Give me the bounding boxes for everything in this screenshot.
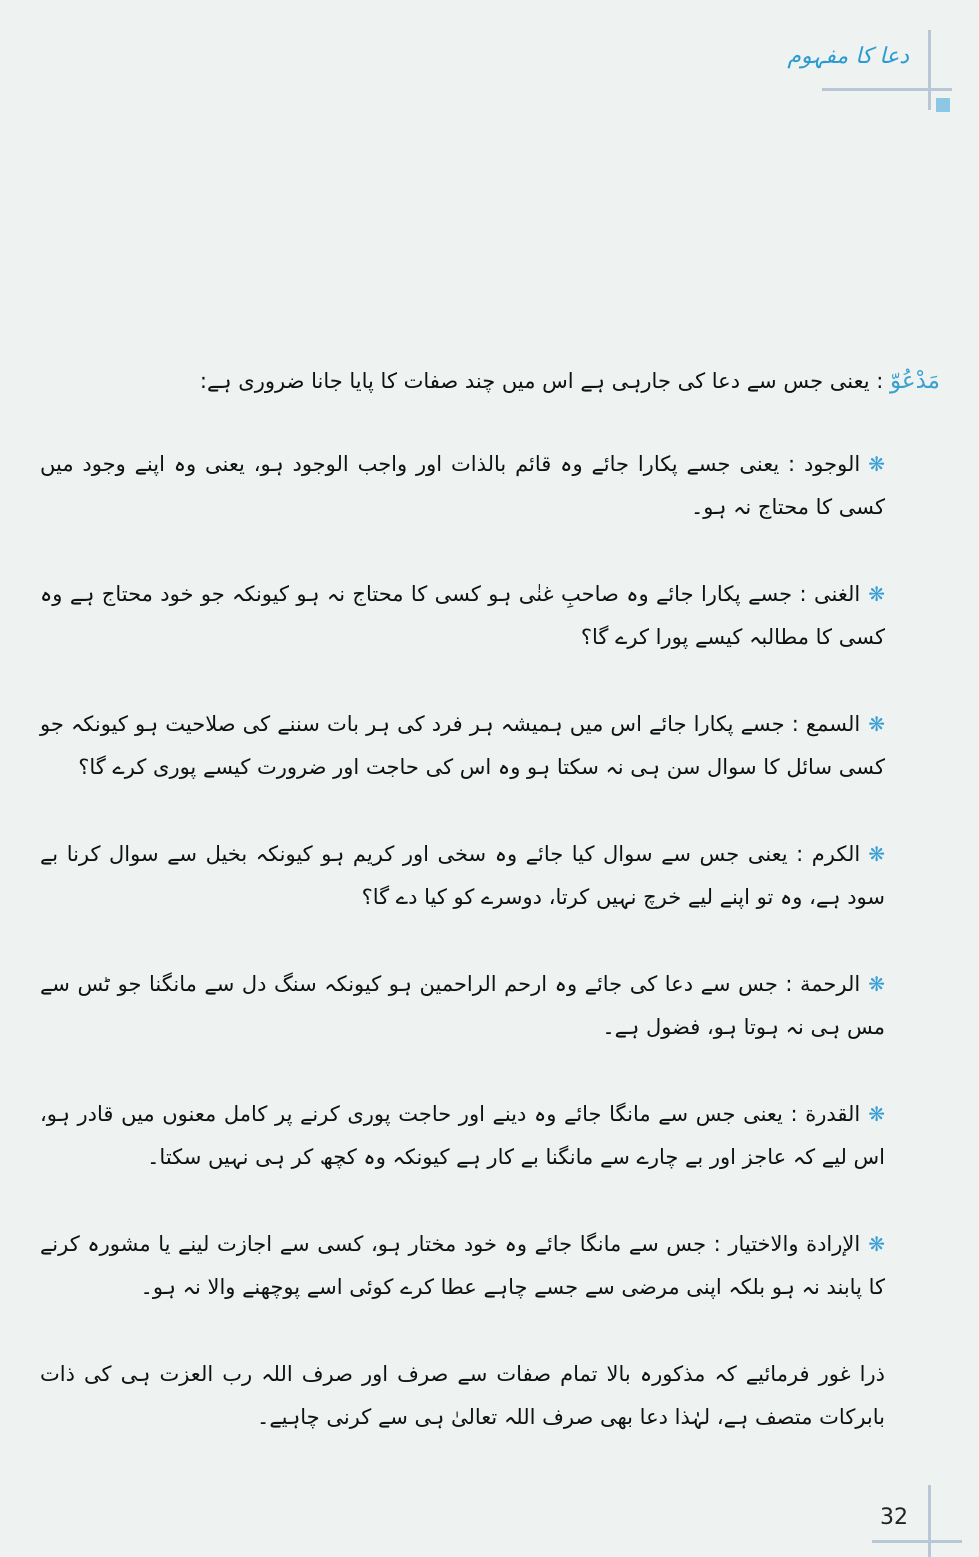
item-text: یعنی جسے پکارا جائے وہ قائم بالذات اور واجب الوجود ہو، یعنی وہ اپنے وجود [82,452,780,476]
footer-rule-horizontal [872,1540,962,1543]
list-item: ❋القدرة : یعنی جس سے مانگا جائے وہ دینے اور حاجت پوری کرنے پر کامل معنوں میں قادر ہو، اس لیے کہ عاجز اور بے چارے سے مانگنا بے کار ہے کیونکہ وہ کچھ کر ہی نہیں سکتا۔ [40,1102,885,1169]
item-term: الإرادة والاختیار [728,1232,861,1256]
item-continuation: قادر ہو، اس لیے کہ عاجز اور بے چارے سے مانگنا بے کار ہے کیونکہ وہ کچھ کر ہی نہیں سکتا۔ [40,1102,885,1169]
item-text: جس سے مانگا جائے وہ خود مختار ہو، کسی سے اجازت لینے یا مشورہ [87,1232,707,1256]
item-term: القدرة [805,1102,861,1126]
item-continuation: کرنے کا پابند نہ ہو بلکہ اپنی مرضی سے جسے چاہے عطا کرے کوئی اسے پوچھنے والا نہ ہو۔ [40,1232,885,1299]
item-continuation: کا مطالبہ کیسے پورا کرے گا؟ [580,625,833,649]
page-body [40,360,940,1439]
conclusion-line-2: بابرکات متصف ہے، لہٰذا دعا بھی صرف اللہ تعالیٰ ہی سے کرنی چاہیے۔ [257,1405,885,1429]
page-number: 32 [880,1505,908,1530]
item-text: یعنی جس سے سوال کیا جائے وہ سخی اور کریم ہو کیونکہ بخیل سے سوال کرنا بے سود [40,842,885,909]
footer-rule-vertical [928,1485,931,1557]
item-term: الوجود [803,452,861,476]
item-text: یعنی جس سے مانگا جائے وہ دینے اور حاجت پوری کرنے پر کامل معنوں میں [121,1102,783,1126]
conclusion-line-1: ذرا غور فرمائیے کہ مذکورہ بالا تمام صفات سے صرف اور صرف اللہ رب العزت ہی کی ذات [40,1362,885,1386]
conclusion-paragraph [40,1353,885,1439]
flower-star-icon: ❋ [868,582,885,606]
item-continuation: مس ہی نہ ہوتا ہو، فضول ہے۔ [602,1015,885,1039]
list-item: ❋الکرم : یعنی جس سے سوال کیا جائے وہ سخی اور کریم ہو کیونکہ بخیل سے سوال کرنا بے سود ہے، وہ تو اپنے لیے خرچ نہیں کرتا، دوسرے کو کیا دے گا؟ [40,842,885,909]
list-item: ❋الوجود : یعنی جسے پکارا جائے وہ قائم بالذات اور واجب الوجود ہو، یعنی وہ اپنے وجود میں کسی کا محتاج نہ ہو۔ [40,452,885,519]
flower-star-icon: ❋ [868,1102,885,1126]
list-item: ❋الرحمة : جس سے دعا کی جائے وہ ارحم الراحمین ہو کیونکہ سنگ دل سے مانگنا جو ٹس سے مس ہی نہ ہوتا ہو، فضول ہے۔ [40,972,885,1039]
item-continuation: ہے، وہ تو اپنے لیے خرچ نہیں کرتا، دوسرے کو کیا دے گا؟ [361,885,841,909]
flower-star-icon: ❋ [868,1232,885,1256]
item-text: جسے پکارا جائے وہ صاحبِ غنٰی ہو کسی کا محتاج نہ ہو کیونکہ جو خود محتاج ہے وہ کسی [40,582,885,649]
intro-line: مَدْعُوّ : یعنی جس سے دعا کی جارہی ہے اس میں چند صفات کا پایا جانا ضروری ہے: [199,368,940,394]
item-term: السمع [805,712,861,736]
flower-star-icon: ❋ [868,972,885,996]
list-item: ❋الإرادة والاختیار : جس سے مانگا جائے وہ خود مختار ہو، کسی سے اجازت لینے یا مشورہ کرنے کا پابند نہ ہو بلکہ اپنی مرضی سے جسے چاہے عطا کرے کوئی اسے پوچھنے والا نہ ہو۔ [40,1232,885,1299]
flower-star-icon: ❋ [868,452,885,476]
header-square-ornament [936,98,950,112]
item-term: الرحمة [800,972,861,996]
list-item: ❋السمع : جسے پکارا جائے اس میں ہمیشہ ہر فرد کی ہر بات سننے کی صلاحیت ہو کیونکہ جو کسی سائل کا سوال سن ہی نہ سکتا ہو وہ اس کی حاجت اور ضرورت کیسے پوری کرے گا؟ [40,712,885,779]
item-text: جس سے دعا کی جائے وہ ارحم الراحمین ہو کیونکہ سنگ دل سے مانگنا جو ٹس سے [40,972,778,996]
flower-star-icon: ❋ [868,712,885,736]
flower-star-icon: ❋ [868,842,885,866]
item-text: جسے پکارا جائے اس میں ہمیشہ ہر فرد کی ہر بات سننے کی صلاحیت ہو کیونکہ جو کسی [40,712,885,779]
attribute-list [40,443,940,1309]
item-term: الکرم [811,842,861,866]
list-item: ❋الغنی : جسے پکارا جائے وہ صاحبِ غنٰی ہو کسی کا محتاج نہ ہو کیونکہ جو خود محتاج ہے وہ کسی کا مطالبہ کیسے پورا کرے گا؟ [40,582,885,649]
header-rule-horizontal [822,88,952,91]
running-header-title: دعا کا مفہوم [787,44,909,69]
item-continuation: میں کسی کا محتاج نہ ہو۔ [40,452,885,519]
item-term: الغنی [814,582,861,606]
intro-text: یعنی جس سے دعا کی جارہی ہے اس میں چند صفات کا پایا جانا ضروری ہے: [199,369,870,393]
header-rule-vertical [928,30,931,110]
intro-term: مَدْعُوّ [890,368,940,394]
item-continuation: سائل کا سوال سن ہی نہ سکتا ہو وہ اس کی حاجت اور ضرورت کیسے پوری کرے گا؟ [78,755,833,779]
